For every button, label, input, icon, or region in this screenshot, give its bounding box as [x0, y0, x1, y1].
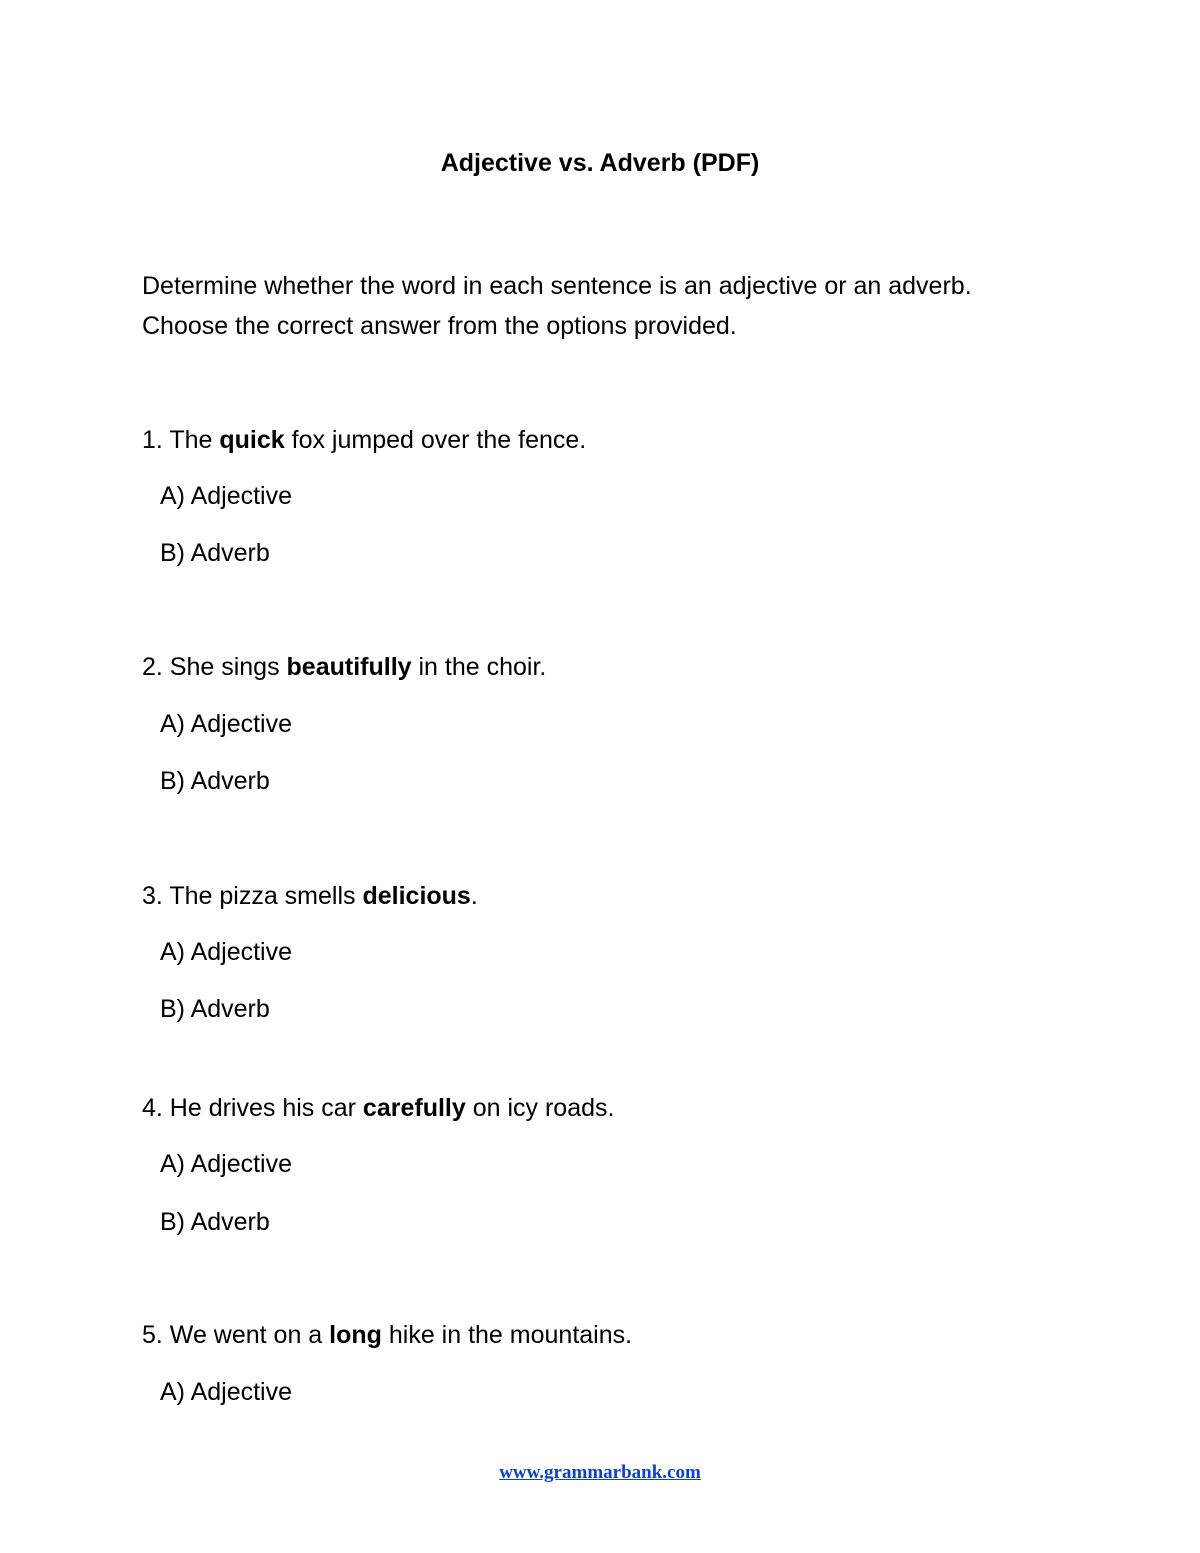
question-1-text-before: 1. The [142, 426, 220, 454]
question-3-option-a[interactable]: A) Adjective [160, 938, 293, 966]
question-5-option-a[interactable]: A) Adjective [160, 1378, 293, 1406]
question-3-text-after: . [470, 882, 478, 910]
question-5-text-before: 5. We went on a [142, 1321, 330, 1349]
instruction-line-2: Choose the correct answer from the options provided. [142, 312, 737, 340]
question-3 [142, 876, 478, 916]
question-5-target-word: long [329, 1321, 382, 1349]
question-2-target-word: beautifully [286, 653, 412, 681]
question-2-text-before: 2. She sings [142, 653, 287, 681]
question-1-option-a[interactable]: A) Adjective [160, 482, 293, 510]
question-4-target-word: carefully [362, 1094, 466, 1122]
question-4-option-a[interactable]: A) Adjective [160, 1150, 293, 1178]
question-2 [142, 647, 546, 687]
footer [0, 1460, 1200, 1486]
question-3-option-b[interactable]: B) Adverb [160, 995, 270, 1023]
question-1-text-after: fox jumped over the fence. [284, 426, 587, 454]
question-1-option-b[interactable]: B) Adverb [160, 539, 270, 567]
page-title: Adjective vs. Adverb (PDF) [440, 149, 760, 177]
question-1 [142, 420, 586, 460]
footer-website-link[interactable]: www.grammarbank.com [499, 1462, 701, 1483]
question-4 [142, 1088, 614, 1128]
question-4-option-b[interactable]: B) Adverb [160, 1208, 270, 1236]
question-4-text-after: on icy roads. [465, 1094, 615, 1122]
question-3-target-word: delicious [362, 882, 471, 910]
question-1-target-word: quick [219, 426, 285, 454]
question-4-text-before: 4. He drives his car [142, 1094, 363, 1122]
question-2-option-a[interactable]: A) Adjective [160, 710, 293, 738]
question-2-option-b[interactable]: B) Adverb [160, 767, 270, 795]
instruction-line-1: Determine whether the word in each sentence is an adjective or an adverb. [142, 272, 972, 300]
question-2-text-after: in the choir. [411, 653, 547, 681]
question-5-text-after: hike in the mountains. [381, 1321, 633, 1349]
question-5 [142, 1315, 632, 1355]
question-3-text-before: 3. The pizza smells [142, 882, 363, 910]
